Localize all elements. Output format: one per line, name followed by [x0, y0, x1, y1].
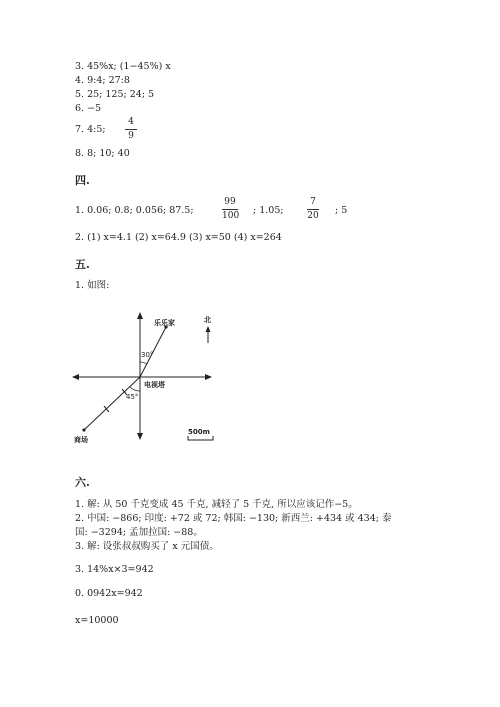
q6-3-equation-2: 0. 0942x=942: [75, 588, 143, 599]
q4-1-text-a: 1. 0.06; 0.8; 0.056; 87.5;: [75, 205, 194, 216]
q5-1-text: 1. 如图:: [75, 280, 110, 291]
east-arrow-icon: [205, 374, 212, 380]
fraction-denominator: 100: [222, 211, 240, 221]
answer-line-7: 7. 4:5;: [75, 124, 106, 135]
q6-1-text: 1. 解: 从 50 千克变成 45 千克, 减轻了 5 千克, 所以应该记作−5。: [75, 499, 358, 510]
fraction-denominator: 20: [307, 211, 319, 221]
q6-3-equation-1: 3. 14%x×3=942: [75, 564, 154, 575]
q4-1-text-b: ; 1.05;: [253, 205, 284, 216]
south-arrow-icon: [137, 433, 143, 440]
home-label: 乐乐家: [154, 319, 175, 327]
answer-line-4: 4. 9:4; 27:8: [75, 75, 130, 86]
angle-label-45: 45°: [126, 393, 139, 401]
section-heading-6: 六.: [75, 476, 90, 489]
q4-2-text: 2. (1) x=4.1 (2) x=64.9 (3) x=50 (4) x=264: [75, 232, 282, 243]
fraction-bar: [125, 129, 137, 130]
answer-line-5: 5. 25; 125; 24; 5: [75, 89, 155, 100]
fraction-numerator: 99: [224, 197, 236, 207]
fraction-numerator: 7: [310, 197, 316, 207]
angle-label-30: 30°: [141, 351, 154, 359]
fraction-bar: [222, 209, 238, 210]
west-arrow-icon: [72, 374, 79, 380]
answer-line-6: 6. −5: [75, 103, 102, 114]
angle-arc-30: [140, 362, 147, 364]
mall-label: 商场: [74, 436, 88, 444]
fraction-7-20: [307, 197, 319, 222]
q6-2-text-a: 2. 中国: −866; 印度: +72 或 72; 韩国: −130; 新西兰: +434 或 434; 泰: [75, 513, 392, 524]
route-to-mall: [84, 377, 140, 430]
fraction-4-9: [125, 117, 137, 142]
answer-line-8: 8. 8; 10; 40: [75, 148, 130, 159]
answer-line-3: 3. 45%x; (1−45%) x: [75, 61, 171, 72]
section-heading-4: 四.: [75, 174, 90, 187]
section-heading-5: 五.: [75, 258, 90, 271]
mall-point: [82, 428, 85, 431]
angle-arc-45: [130, 387, 140, 391]
q6-3-result: x=10000: [75, 615, 119, 626]
north-indicator-arrow-icon: [206, 326, 211, 332]
scale-bar: [188, 436, 213, 440]
fraction-99-100: [222, 197, 238, 222]
q6-3-text: 3. 解: 设张叔叔购买了 x 元国债。: [75, 541, 219, 552]
north-label: 北: [204, 316, 211, 324]
fraction-numerator: 4: [128, 117, 134, 127]
fraction-denominator: 9: [128, 131, 134, 141]
tower-label: 电视塔: [144, 381, 165, 389]
q6-2-text-b: 国: −3294; 孟加拉国: −88。: [75, 527, 203, 538]
north-arrow-icon: [137, 312, 143, 319]
scale-label: 500m: [188, 428, 210, 436]
fraction-bar: [307, 209, 319, 210]
q4-1-text-c: ; 5: [335, 205, 348, 216]
direction-diagram: [70, 305, 230, 450]
